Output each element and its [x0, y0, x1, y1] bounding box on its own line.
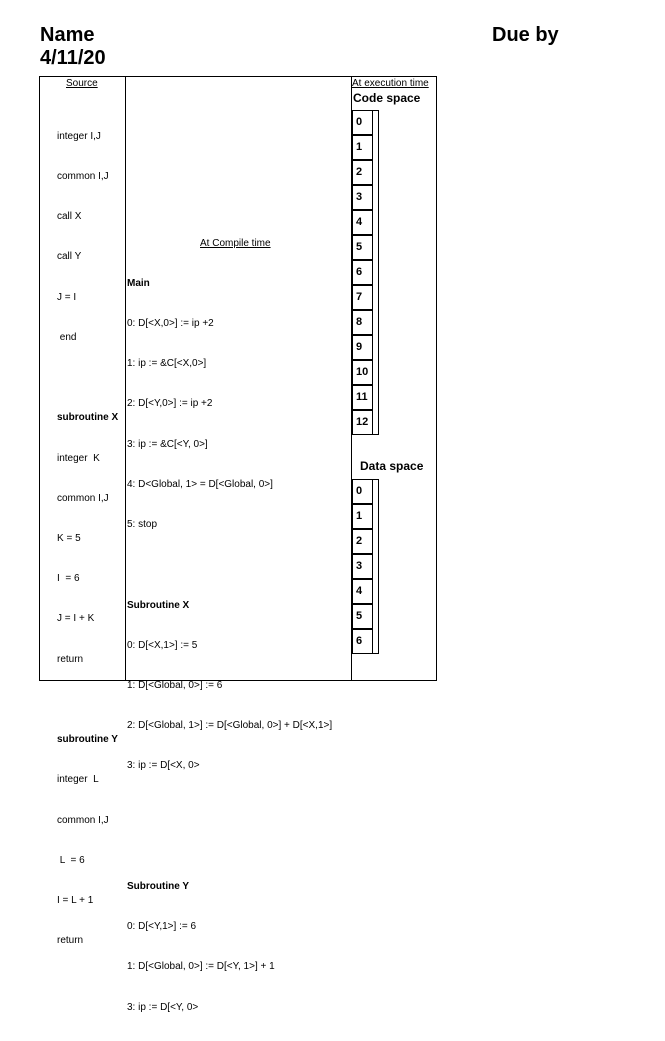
code-space-cell: 5 — [352, 235, 373, 260]
source-sub-y-title: subroutine Y — [57, 734, 118, 746]
name-label: Name — [40, 24, 95, 46]
data-space-cell: 4 — [352, 579, 373, 604]
data-space-column-border — [373, 479, 379, 654]
code-space-cell: 1 — [352, 135, 373, 160]
data-space-cell: 3 — [352, 554, 373, 579]
source-sub-x-line: common I,J — [57, 492, 109, 504]
source-sub-y-line: I = L + 1 — [57, 894, 94, 906]
code-space-cell: 8 — [352, 310, 373, 335]
compile-main-line: 1: ip := &C[<X,0>] — [127, 358, 207, 370]
code-space-cell: 7 — [352, 285, 373, 310]
source-main-line: call X — [57, 211, 82, 223]
compile-sub-x-line: 2: D[<Global, 1>] := D[<Global, 0>] + D[<X,1>] — [127, 720, 333, 732]
code-space-cell: 10 — [352, 360, 373, 385]
source-main-line: common I,J — [57, 171, 109, 183]
compile-sub-y-line: 0: D[<Y,1>] := 6 — [127, 921, 197, 933]
source-sub-x-line: return — [57, 653, 84, 665]
due-by-label: Due by — [492, 24, 559, 46]
source-code — [57, 103, 118, 974]
date-label: 4/11/20 — [40, 47, 106, 69]
code-space-column-border — [373, 110, 379, 435]
code-space-cell: 3 — [352, 185, 373, 210]
code-space-cell: 2 — [352, 160, 373, 185]
code-space-cell: 4 — [352, 210, 373, 235]
compile-sub-x-line: 3: ip := D[<X, 0> — [127, 760, 200, 772]
source-main-line: call Y — [57, 251, 82, 263]
source-sub-y-line: return — [57, 935, 84, 947]
code-space-cell: 12 — [352, 410, 373, 435]
compile-time-code — [127, 250, 332, 1041]
source-title: Source — [66, 78, 98, 89]
compile-main-line: 3: ip := &C[<Y, 0>] — [127, 438, 208, 450]
compile-sub-x-line: 1: D[<Global, 0>] := 6 — [127, 679, 223, 691]
execution-time-title: At execution time — [352, 78, 429, 89]
data-space-cell: 0 — [352, 479, 373, 504]
code-space-cell: 11 — [352, 385, 373, 410]
code-space-title: Code space — [353, 91, 421, 105]
code-space-cell: 9 — [352, 335, 373, 360]
source-main-line: end — [57, 331, 77, 343]
source-sub-y-line: common I,J — [57, 814, 109, 826]
program-table — [39, 76, 437, 1013]
compile-sub-y-line: 1: D[<Global, 0>] := D[<Y, 1>] + 1 — [127, 961, 275, 973]
compile-time-title: At Compile time — [200, 238, 271, 249]
compile-main-title: Main — [127, 277, 150, 289]
source-sub-y-line: integer L — [57, 774, 99, 786]
data-space-cell: 6 — [352, 629, 373, 654]
compile-main-line: 2: D[<Y,0>] := ip +2 — [127, 398, 213, 410]
compile-sub-y-title: Subroutine Y — [127, 881, 190, 893]
compile-main-line: 4: D<Global, 1> = D[<Global, 0>] — [127, 478, 273, 490]
source-sub-x-line: I = 6 — [57, 573, 80, 585]
code-space-cell: 0 — [352, 110, 373, 135]
source-sub-x-line: J = I + K — [57, 613, 95, 625]
data-space-title: Data space — [360, 459, 424, 473]
data-space-cell: 2 — [352, 529, 373, 554]
source-sub-y-line: L = 6 — [57, 854, 85, 866]
source-divider — [125, 77, 126, 680]
source-sub-x-line: K = 5 — [57, 532, 81, 544]
data-space-cell: 1 — [352, 504, 373, 529]
source-sub-x-title: subroutine X — [57, 412, 119, 424]
compile-sub-y-line: 3: ip := D[<Y, 0> — [127, 1001, 199, 1013]
source-main-line: integer I,J — [57, 130, 101, 142]
source-main-line: J = I — [57, 291, 77, 303]
compile-sub-x-line: 0: D[<X,1>] := 5 — [127, 639, 198, 651]
compile-sub-x-title: Subroutine X — [127, 599, 190, 611]
data-space-cell: 5 — [352, 604, 373, 629]
compile-main-line: 5: stop — [127, 519, 158, 531]
compile-main-line: 0: D[<X,0>] := ip +2 — [127, 318, 214, 330]
code-space-cell: 6 — [352, 260, 373, 285]
source-sub-x-line: integer K — [57, 452, 100, 464]
